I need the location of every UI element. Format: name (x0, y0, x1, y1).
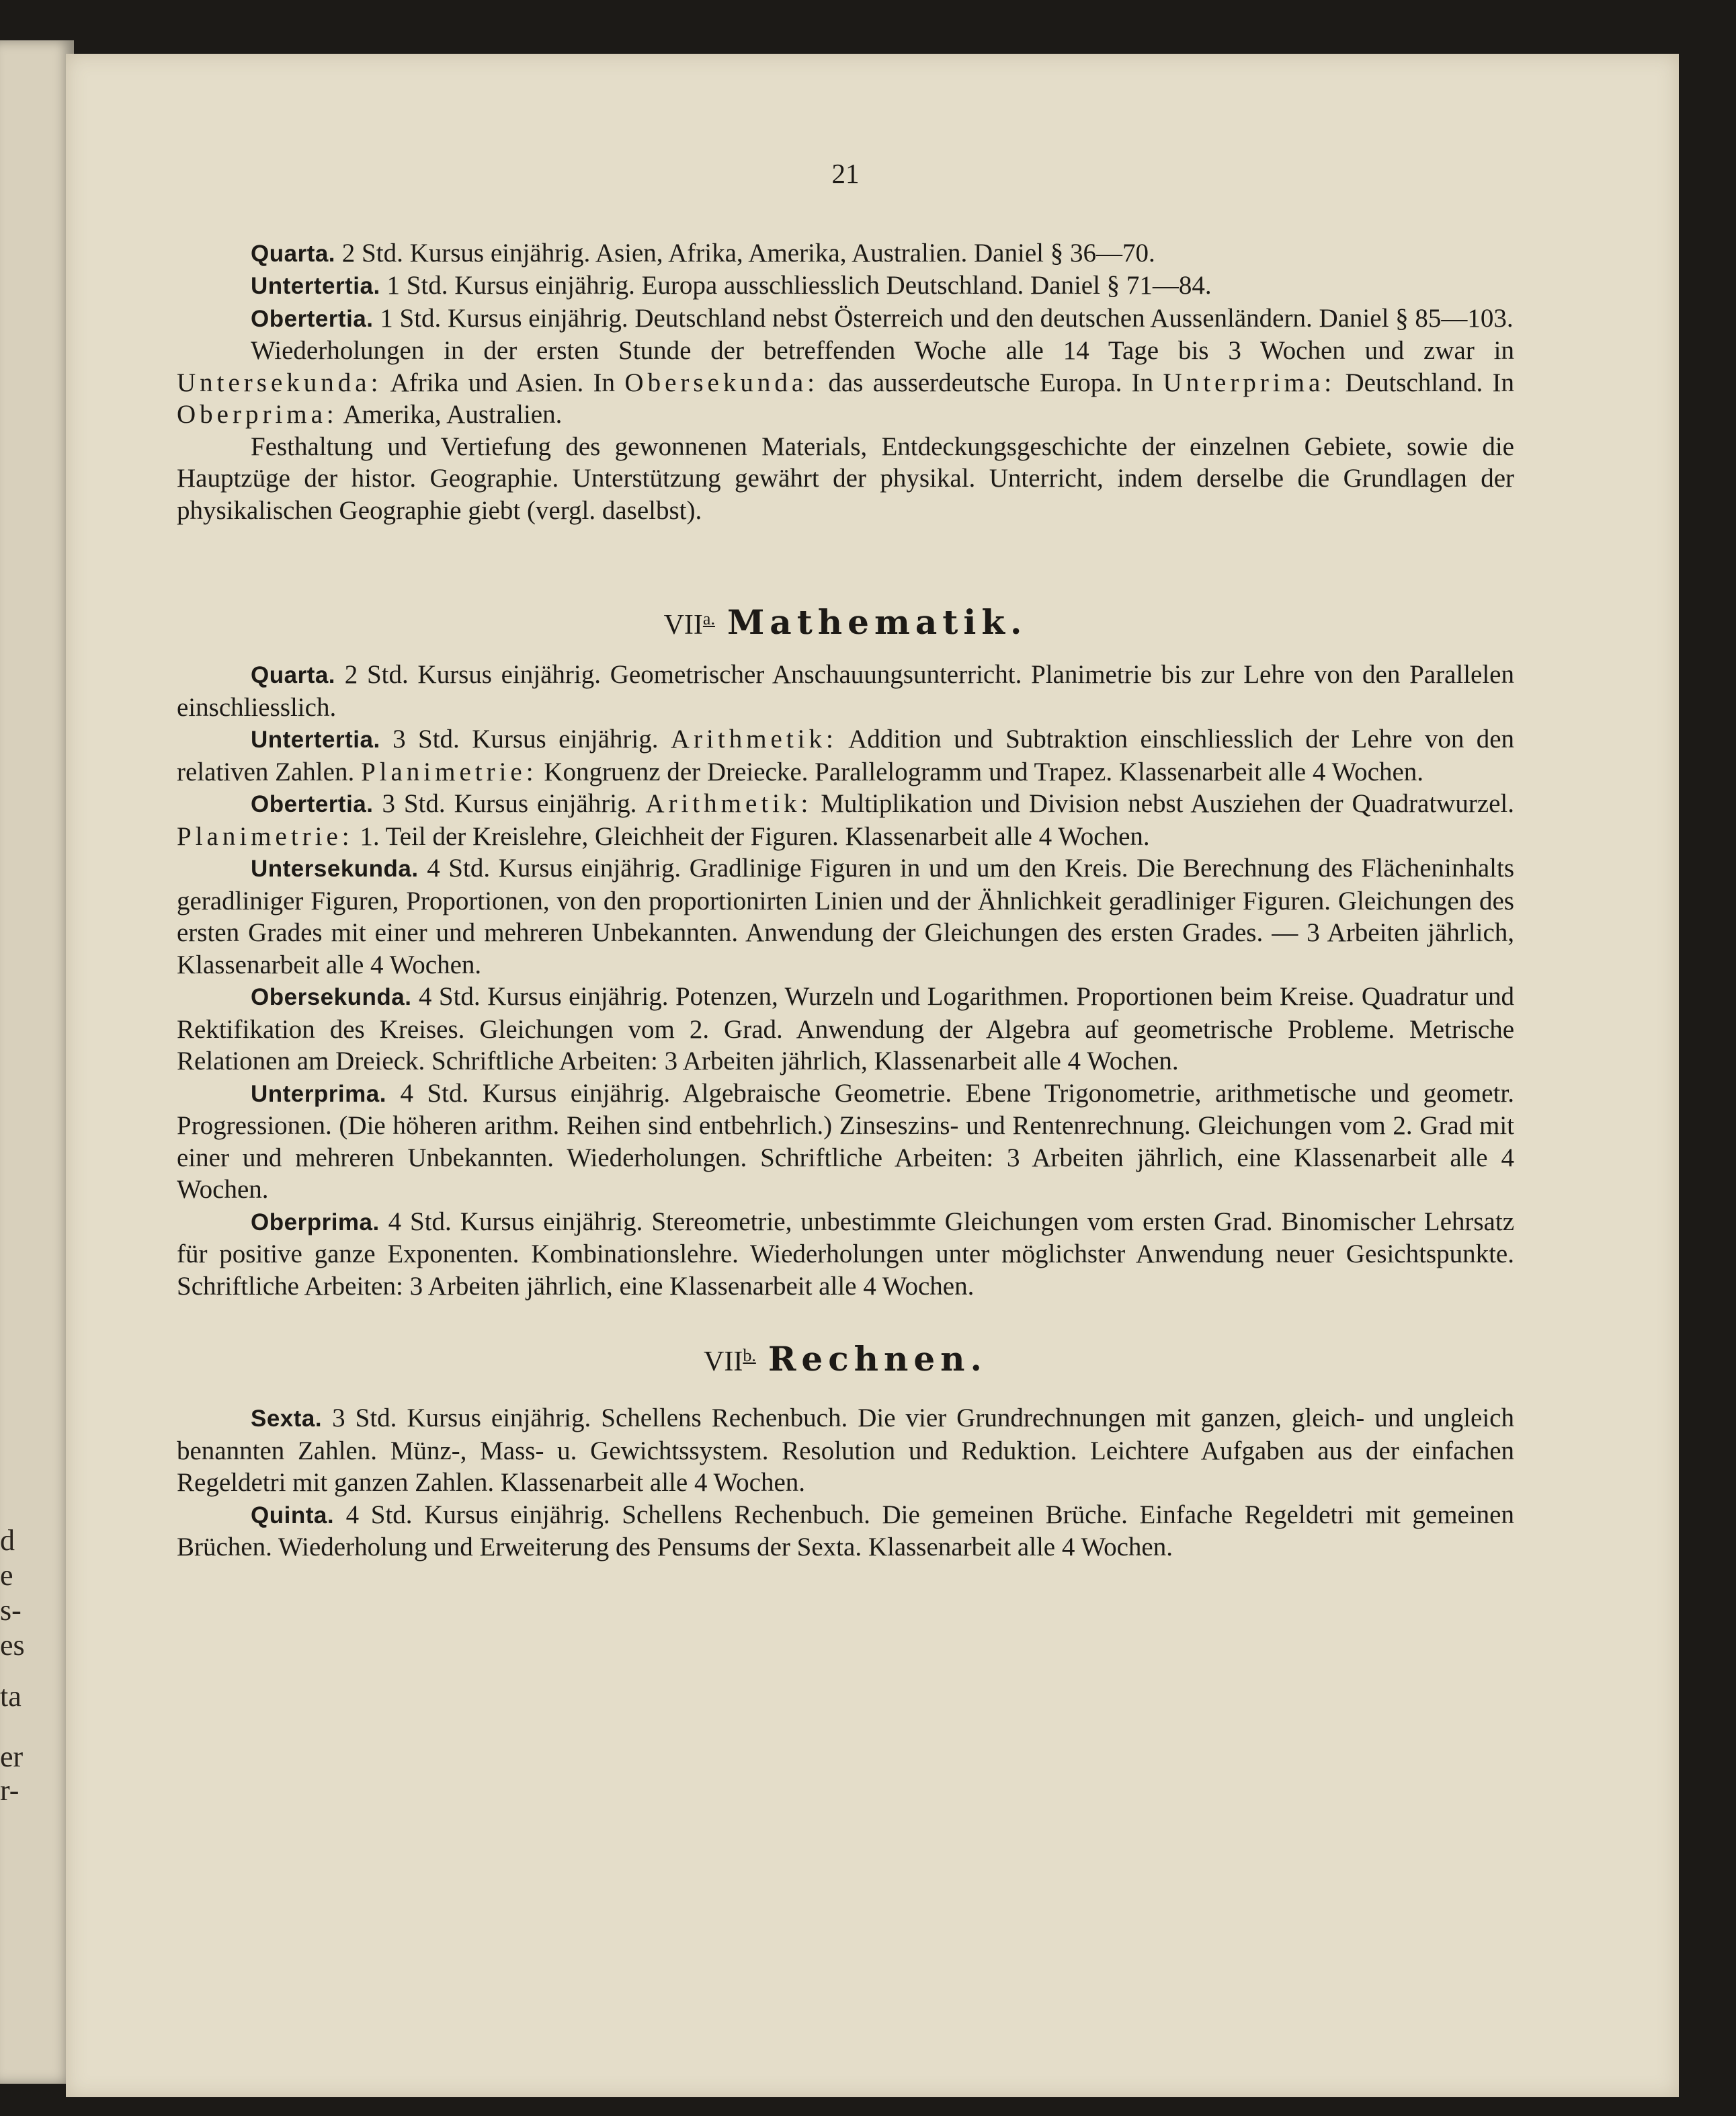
left-page-edge (0, 40, 74, 2084)
math-oberprima-paragraph (177, 1206, 1514, 1303)
document-page (66, 54, 1679, 2097)
subject-keyword: Arithmetik: (645, 789, 813, 818)
class-label: Untertertia. (251, 727, 380, 753)
rechnen-sexta-paragraph (177, 1402, 1514, 1499)
class-keyword: Oberprima: (177, 400, 338, 429)
paragraph-text: Deutschland. In (1345, 368, 1515, 397)
subject-keyword: Planimetrie: (360, 757, 538, 786)
paragraph-text: 2 Std. Kursus einjährig. Geometrischer Anschauungsunterricht. Planimetrie bis zur Lehre von den Parallelen einschliesslich. (177, 660, 1514, 722)
math-untertertia-paragraph (177, 723, 1514, 788)
geo-quarta-paragraph (177, 237, 1514, 270)
paragraph-text: 1. Teil der Kreislehre, Gleichheit der Figuren. Klassenarbeit alle 4 Wochen. (360, 821, 1150, 851)
paragraph-text: 4 Std. Kursus einjährig. Stereometrie, unbestimmte Gleichungen vom ersten Grad. Binomischer Lehrsatz für positive ganze Exponenten. Kombinationslehre. Wiederholungen unter möglichster Anwendung neuer Gesichtspunkte. Schriftliche Arbeiten: 3 Arbeiten jährlich, eine Klassenarbeit alle 4 Wochen. (177, 1207, 1514, 1301)
paragraph-text: 4 Std. Kursus einjährig. Schellens Rechenbuch. Die gemeinen Brüche. Einfache Regeldetri mit gemeinen Brüchen. Wiederholung und Erweiterung des Pensums der Sexta. Klassenarbeit alle 4 Wochen. (177, 1500, 1514, 1561)
paragraph-text: Multiplikation und Division nebst Ausziehen der Quadratwurzel. (821, 789, 1515, 818)
page-content (177, 158, 1514, 1563)
paragraph-text: 1 Std. Kursus einjährig. Deutschland nebst Österreich und den deutschen Aussenländern. Daniel § 85—103. (380, 303, 1514, 333)
margin-fragment: es (0, 1629, 25, 1662)
section-heading-mathematik (177, 599, 1514, 645)
paragraph-text: 2 Std. Kursus einjährig. Asien, Afrika, Amerika, Australien. Daniel § 36—70. (341, 238, 1155, 268)
rechnen-quinta-paragraph (177, 1499, 1514, 1563)
subject-keyword: Planimetrie: (177, 821, 354, 851)
section-suffix: a. (702, 609, 715, 628)
section-number (664, 610, 715, 641)
paragraph-text: Wiederholungen in der ersten Stunde der betreffenden Woche alle 14 Tage bis 3 Wochen und zwar in (251, 336, 1514, 365)
class-label: Obertertia. (251, 791, 374, 817)
section-heading-rechnen (177, 1336, 1514, 1382)
class-label: Obertertia. (251, 305, 374, 332)
section-roman: VII (704, 1346, 743, 1377)
margin-fragment: er (0, 1740, 24, 1773)
class-label: Quarta. (251, 662, 336, 688)
class-label: Unterprima. (251, 1080, 386, 1107)
geo-untertertia-paragraph (177, 270, 1514, 302)
paragraph-text: Kongruenz der Dreiecke. Parallelogramm und Trapez. Klassenarbeit alle 4 Wochen. (544, 757, 1424, 786)
class-keyword: Unterprima: (1163, 368, 1336, 397)
paragraph-text: Afrika und Asien. In (390, 368, 616, 397)
math-untersekunda-paragraph (177, 852, 1514, 981)
math-obersekunda-paragraph (177, 981, 1514, 1077)
margin-fragment: r- (0, 1774, 19, 1807)
section-title: Rechnen. (768, 1339, 987, 1379)
margin-fragment: e (0, 1559, 13, 1592)
class-label: Untertertia. (251, 273, 380, 299)
math-obertertia-paragraph (177, 788, 1514, 852)
section-roman: VII (663, 610, 703, 641)
paragraph-text: 3 Std. Kursus einjährig. (392, 725, 659, 754)
section-title: Mathematik. (727, 602, 1028, 642)
paragraph-text: 4 Std. Kursus einjährig. Algebraische Geometrie. Ebene Trigonometrie, arithmetische und geometr. Progressionen. (Die höheren arithm. Reihen sind entbehrlich.) Zinseszins- und Rentenrechnung. Gleichungen vom 2. Grad mit einer und mehreren Unbekannten. Wiederholungen. Schriftliche Arbeiten: 3 Arbeiten jährlich, eine Klassenarbeit alle 4 Wochen. (177, 1078, 1514, 1204)
geo-festhaltung-paragraph: Festhaltung und Vertiefung des gewonnenen Materials, Entdeckungsgeschichte der einzelnen Gebiete, sowie die Hauptzüge der histor. Geographie. Unterstützung gewährt der physikal. Unterricht, indem derselbe die Grundlagen der physikalischen Geographie giebt (vergl. daselbst). (177, 432, 1514, 525)
margin-fragment: d (0, 1524, 15, 1557)
paragraph-text: 4 Std. Kursus einjährig. Potenzen, Wurzeln und Logarithmen. Proportionen beim Kreise. Quadratur und Rektifikation des Kreises. Gleichungen vom 2. Grad. Anwendung der Algebra auf geometrische Probleme. Metrische Relationen am Dreieck. Schriftliche Arbeiten: 3 Arbeiten jährlich, Klassenarbeit alle 4 Wochen. (177, 982, 1514, 1075)
paragraph-text: 3 Std. Kursus einjährig. Schellens Rechenbuch. Die vier Grundrechnungen mit ganzen, gleich- und ungleich benannten Zahlen. Münz-, Mass- u. Gewichtssystem. Resolution und Reduktion. Leichtere Aufgaben aus der einfachen Regeldetri mit ganzen Zahlen. Klassenarbeit alle 4 Wochen. (177, 1403, 1514, 1497)
geo-obertertia-paragraph (177, 302, 1514, 335)
math-quarta-paragraph (177, 659, 1514, 723)
geo-wiederholungen-paragraph (177, 335, 1514, 431)
class-keyword: Obersekunda: (624, 368, 819, 397)
class-label: Oberprima. (251, 1209, 380, 1235)
subject-keyword: Arithmetik: (670, 725, 837, 754)
math-unterprima-paragraph (177, 1077, 1514, 1206)
margin-fragment: s- (0, 1594, 22, 1627)
paragraph-text: das ausserdeutsche Europa. In (828, 368, 1154, 397)
paragraph-text: Addition und Subtraktion einschliesslich der Lehre von den relativen Zahlen. (177, 725, 1515, 786)
paragraph-text: Amerika, Australien. (343, 400, 563, 429)
paragraph-text: 3 Std. Kursus einjährig. (382, 789, 637, 818)
class-keyword: Untersekunda: (177, 368, 382, 397)
paragraph-text: 4 Std. Kursus einjährig. Gradlinige Figuren in und um den Kreis. Die Berechnung des Flächeninhalts geradliniger Figuren, Proportionen, von den proportionirten Linien und der Ähnlichkeit geradliniger Figuren. Gleichungen des ersten Grades mit einer und mehreren Unbekannten. Anwendung der Gleichungen des ersten Grades. — 3 Arbeiten jährlich, Klassenarbeit alle 4 Wochen. (177, 854, 1514, 979)
margin-fragment: ta (0, 1680, 22, 1713)
class-label: Sexta. (251, 1406, 323, 1432)
section-suffix: b. (743, 1346, 756, 1365)
class-label: Quarta. (251, 240, 336, 267)
class-label: Obersekunda. (251, 984, 412, 1010)
class-label: Untersekunda. (251, 856, 419, 882)
section-number (704, 1346, 756, 1377)
paragraph-text: 1 Std. Kursus einjährig. Europa ausschliesslich Deutschland. Daniel § 71—84. (386, 271, 1212, 300)
class-label: Quinta. (251, 1502, 335, 1529)
page-number: 21 (831, 158, 860, 189)
